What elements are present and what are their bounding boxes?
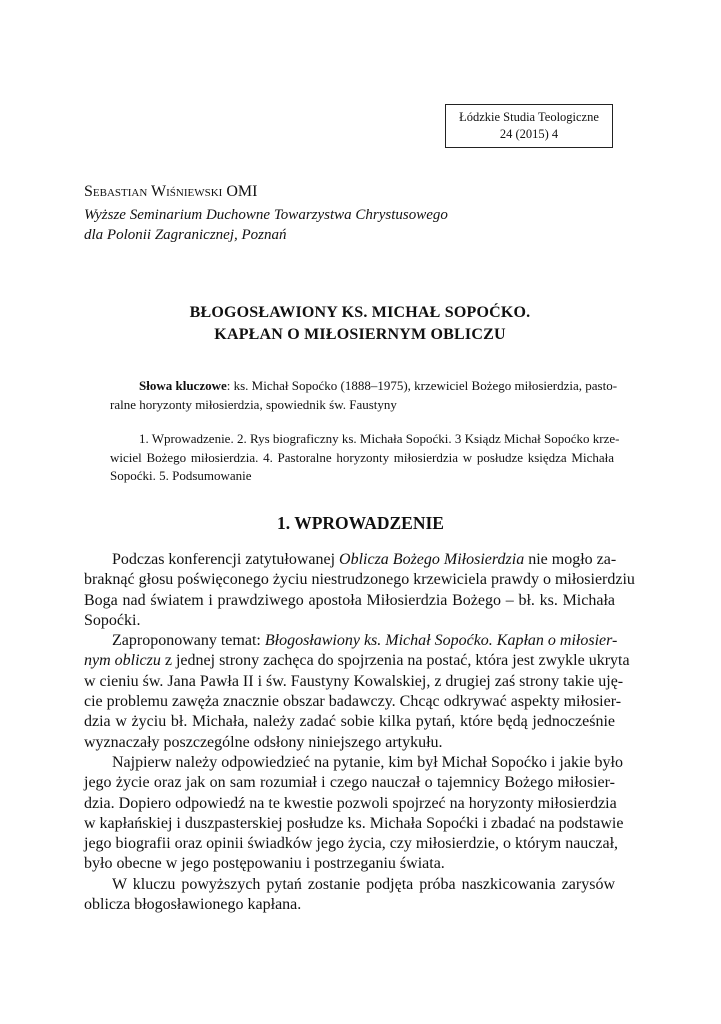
keywords-label: Słowa kluczowe — [139, 378, 227, 393]
keywords-line-1: ks. Michał Sopoćko (1888–1975), krzewiciel Bożego miłosierdzia, pasto- — [233, 378, 618, 393]
p1-line-1a: Podczas konferencji zatytułowanej — [112, 551, 340, 568]
p2-line-5: dzia w życiu bł. Michała, należy zadać sobie kilka pytań, które będą jednocześnie — [84, 713, 615, 731]
p4-line-1: W kluczu powyższych pytań zostanie podjęta próba naszkicowania zarysów — [112, 875, 615, 893]
p2-line-6: wyznaczały poszczególne odsłony niniejszego artykułu. — [84, 733, 443, 751]
author-line — [84, 183, 257, 201]
paragraph-3 — [84, 753, 624, 875]
paragraph-4 — [84, 875, 615, 916]
p1-line-2: braknąć głosu poświęconego życiu niestrudzonego krzewiciela prawdy o miłosierdziu — [84, 571, 635, 589]
p4-line-2: oblicza błogosławionego kapłana. — [84, 896, 302, 914]
article-title-line-2: KAPŁAN O MIŁOSIERNYM OBLICZU — [214, 326, 506, 343]
p1-line-3: Boga nad światem i prawdziwego apostoła Miłosierdzia Bożego – bł. ks. Michała — [84, 591, 615, 609]
keywords: Słowa kluczowe: ks. Michał Sopoćko (1888–1975), krzewiciel Bożego miłosierdzia, pasto- ralne horyzonty miłosierdzia, spowiednik św. Faustyny — [110, 377, 614, 414]
p3-line-5: jego biografii oraz opinii świadków jego życia, czy miłosierdzie, o którym nauczał, — [84, 835, 619, 853]
topic-title-2: nym obliczu — [84, 652, 161, 670]
paragraph-1 — [84, 550, 635, 631]
p3-line-4: w kapłańskiej i duszpasterskiej posłudze ks. Michała Sopoćki i zbadać na podstawie — [84, 814, 624, 832]
p1-line-4: Sopoćki. — [84, 611, 141, 629]
affiliation-line-2: dla Polonii Zagranicznej, Poznań — [84, 227, 287, 243]
p2-line-4: cie problemu zawęża znacznie obszar badawczy. Chcąc odkrywać aspekty miłosier- — [84, 693, 622, 711]
p3-line-3: dzia. Dopiero odpowiedź na te kwestie pozwoli spojrzeć na horyzonty miłosierdzia — [84, 794, 617, 812]
section-title: 1. WPROWADZENIE — [277, 513, 444, 533]
p3-line-1: Najpierw należy odpowiedzieć na pytanie, kim był Michał Sopoćko i jakie było — [112, 753, 623, 771]
p3-line-6: było obecne w jego postępowaniu i postrzeganiu świata. — [84, 855, 445, 873]
journal-name: Łódzkie Studia Teologiczne — [459, 110, 599, 124]
body-text — [84, 550, 635, 915]
journal-info-box — [445, 104, 613, 148]
topic-title-1: Błogosławiony ks. Michał Sopoćko. Kapłan o miłosier- — [264, 632, 618, 650]
contents-line-3: Sopoćki. 5. Podsumowanie — [110, 468, 252, 483]
contents-line-2: wiciel Bożego miłosierdzia. 4. Pastoralne horyzonty miłosierdzia w posłudze księdza Michała — [110, 449, 614, 465]
p3-line-2: jego życie oraz jak on sam rozumiał i czego nauczał o tajemnicy Bożego miłosier- — [84, 774, 615, 792]
contents-line-1: 1. Wprowadzenie. 2. Rys biograficzny ks. Michała Sopoćki. 3 Ksiądz Michał Sopoćko krze- — [139, 431, 620, 446]
keywords-line-2: ralne horyzonty miłosierdzia, spowiednik św. Faustyny — [110, 396, 397, 412]
affiliation-line-1: Wyższe Seminarium Duchowne Towarzystwa Chrystusowego — [84, 207, 448, 223]
p2-line-3: w cieniu św. Jana Pawła II i św. Faustyny Kowalskiej, z drugiej zaś strony takie uję- — [84, 672, 624, 690]
journal-issue: 24 (2015) 4 — [499, 127, 559, 141]
table-of-contents — [110, 430, 620, 486]
article-title-line-1: BŁOGOSŁAWIONY KS. MICHAŁ SOPOĆKO. — [189, 304, 531, 321]
p2-line-2b: z jednej strony zachęca do spojrzenia na postać, która jest zwykle ukryta — [160, 652, 630, 670]
paragraph-2 — [84, 631, 630, 753]
conference-title: Oblicza Bożego Miłosierdzia — [339, 551, 525, 568]
author-name: Sebastian Wiśniewski — [84, 183, 223, 200]
author-suffix: OMI — [226, 183, 258, 200]
p1-line-1b: nie mogło za- — [524, 551, 617, 568]
p2-line-1a: Zaproponowany temat: — [112, 632, 265, 650]
